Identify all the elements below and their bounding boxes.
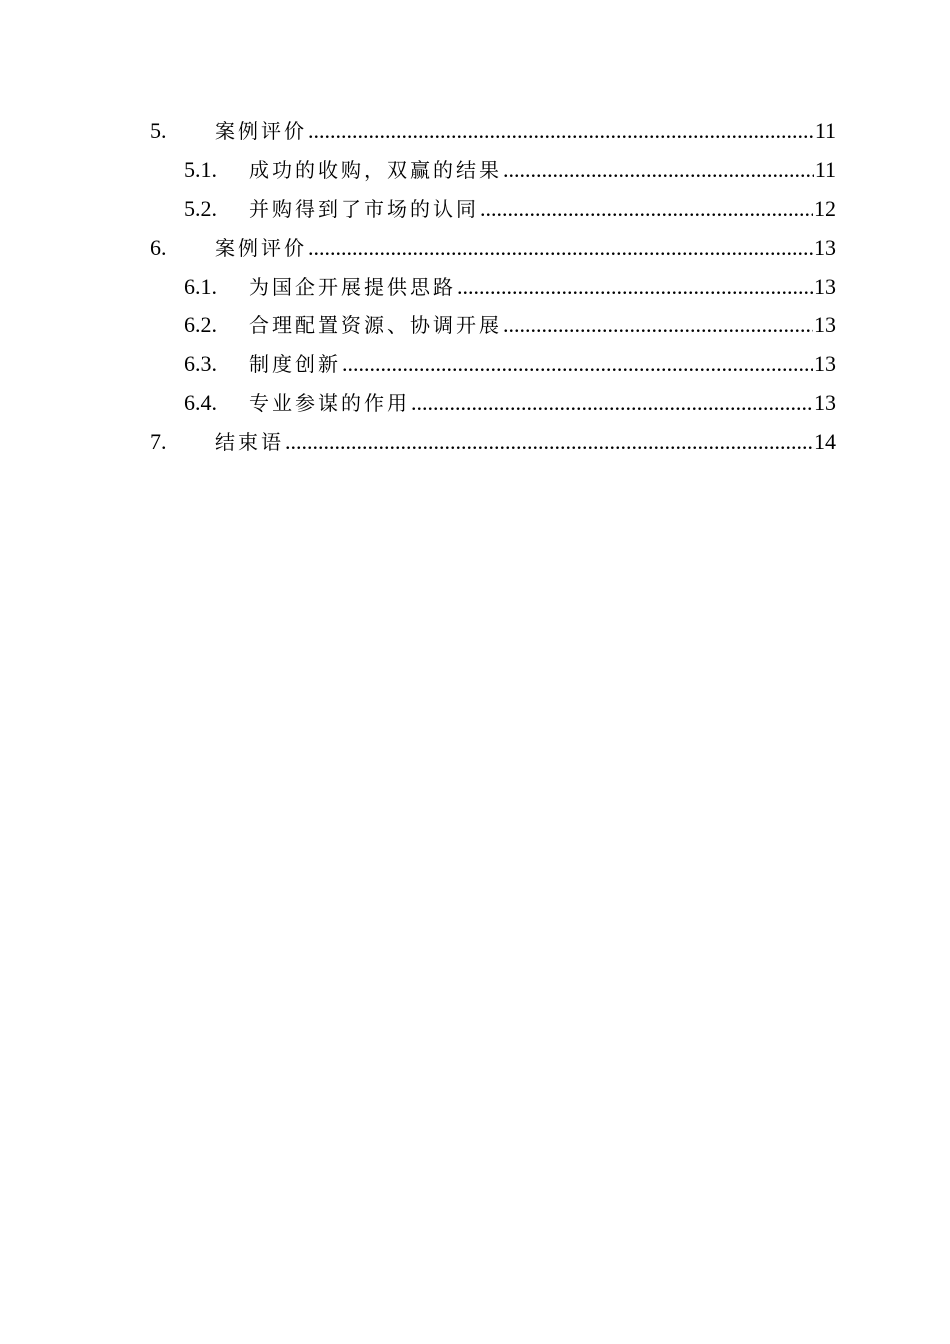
toc-entry-number: 6.1.	[184, 273, 217, 299]
toc-entry-5-2[interactable]	[150, 190, 836, 229]
toc-entry-number: 6.3.	[184, 351, 217, 377]
toc-dot-leader	[285, 423, 813, 462]
toc-entry-page: 11	[814, 156, 836, 182]
toc-entry-page: 12	[814, 195, 836, 221]
toc-entry-title: 结束语	[215, 430, 284, 455]
toc-dot-leader	[503, 306, 813, 345]
toc-entry-5[interactable]	[150, 112, 836, 151]
toc-entry-title: 成功的收购，双赢的结果	[249, 157, 502, 182]
toc-entry-number: 6.2.	[184, 312, 217, 338]
toc-dot-leader	[308, 112, 814, 151]
toc-entry-7[interactable]	[150, 423, 836, 462]
toc-dot-leader	[503, 151, 814, 190]
toc-entry-6[interactable]	[150, 229, 836, 268]
toc-entry-page: 13	[814, 234, 836, 260]
toc-entry-title: 专业参谋的作用	[249, 391, 410, 416]
toc-dot-leader	[411, 384, 813, 423]
toc-entry-number: 6.4.	[184, 390, 217, 416]
toc-dot-leader	[480, 190, 813, 229]
toc-entry-page: 11	[814, 118, 836, 143]
toc-entry-title: 为国企开展提供思路	[249, 274, 456, 299]
toc-entry-number: 5.2.	[184, 195, 217, 221]
toc-entry-title: 合理配置资源、协调开展	[249, 313, 502, 338]
toc-dot-leader	[457, 268, 813, 307]
toc-entry-number: 7.	[150, 429, 167, 455]
toc-entry-title: 案例评价	[215, 235, 307, 260]
toc-entry-number: 5.1.	[184, 156, 217, 182]
toc-dot-leader	[308, 229, 813, 268]
toc-entry-page: 13	[814, 312, 836, 338]
table-of-contents	[150, 112, 836, 462]
toc-dot-leader	[342, 345, 813, 384]
toc-entry-number: 5.	[150, 118, 167, 143]
toc-entry-6-3[interactable]	[150, 345, 836, 384]
toc-entry-6-4[interactable]	[150, 384, 836, 423]
toc-entry-title: 制度创新	[249, 352, 341, 377]
toc-entry-page: 14	[814, 429, 836, 455]
toc-entry-page: 13	[814, 390, 836, 416]
toc-entry-5-1[interactable]	[150, 151, 836, 190]
toc-entry-title: 案例评价	[215, 119, 307, 143]
toc-entry-title: 并购得到了市场的认同	[249, 196, 479, 221]
toc-entry-6-1[interactable]	[150, 268, 836, 307]
toc-entry-6-2[interactable]	[150, 306, 836, 345]
toc-entry-number: 6.	[150, 234, 167, 260]
toc-entry-page: 13	[814, 351, 836, 377]
toc-entry-page: 13	[814, 273, 836, 299]
